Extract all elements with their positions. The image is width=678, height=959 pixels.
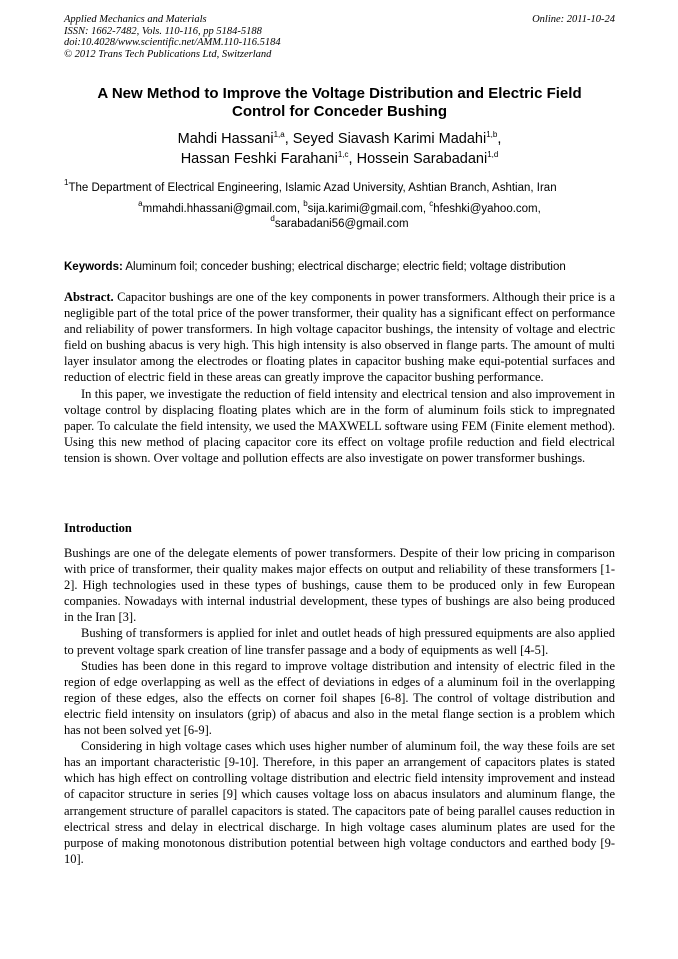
affiliation-text: The Department of Electrical Engineering, Islamic Azad University, Ashtian Branch, Ashtian, Iran bbox=[68, 182, 557, 194]
abstract bbox=[64, 289, 615, 466]
keywords bbox=[64, 260, 624, 274]
body-paragraph: Bushing of transformers is applied for inlet and outlet heads of high pressured equipments are also applied to prevent voltage spark creation of line transfer passage and a body of equipments as well [4-5]. bbox=[64, 626, 615, 657]
introduction-section bbox=[64, 545, 615, 867]
doi: doi:10.4028/www.scientific.net/AMM.110-116.5184 bbox=[64, 37, 281, 48]
author-superscript: 1,a bbox=[273, 130, 285, 139]
keywords-text: Aluminum foil; conceder bushing; electrical discharge; electric field; voltage distribution bbox=[125, 261, 566, 273]
author-name: Mahdi Hassani bbox=[177, 131, 274, 147]
email-superscript: d bbox=[270, 214, 275, 223]
email-address[interactable]: sija.karimi@gmail.com, bbox=[307, 203, 427, 215]
email-address[interactable]: mmahdi.hhassani@gmail.com, bbox=[142, 203, 301, 215]
affiliation bbox=[64, 178, 624, 195]
authors-line-2: Hassan Feshki Farahani$^{1,c}$, Hossein Sarabadani$^{1,d}$ bbox=[180, 150, 499, 167]
abstract-paragraph bbox=[64, 289, 615, 386]
abstract-text: Capacitor bushings are one of the key components in power transformers. Although their price is a negligible part of the total price of the power transformer, their quality has a significant effect on performance and reliability of power transformers. In high voltage capacitor bushings, the intensity of voltage and electric field on bushing abacus is very high. This high intensity is also observed in flange parts. The amount of multi layer insulator among the electrodes or floating plates in capacitor bushing make equi-potential surfaces and reduction of electric field in these areas can greatly improve the capacitor bushing performance. bbox=[64, 290, 616, 385]
affiliation-superscript: 1 bbox=[64, 178, 69, 187]
author-name: Seyed Siavash Karimi Madahi bbox=[292, 131, 487, 147]
author-name: Hossein Sarabadani bbox=[356, 151, 488, 167]
body-paragraph: Studies has been done in this regard to improve voltage distribution and intensity of electric filed in the region of edge overlapping as well as the effect of deviations in edges of a aluminum foil in the overlapping region of these edges, also the effects on corner foil shapes [6-8]. The control of voltage distribution and electric field intensity on insulators (grip) of abacus and also in the metal flange section is a problem which has not been solved yet [6-9]. bbox=[64, 658, 615, 738]
emails-line-2 bbox=[64, 214, 615, 232]
section-heading: Introduction bbox=[64, 521, 132, 535]
title-line-1: A New Method to Improve the Voltage Distribution and Electric Field bbox=[97, 85, 582, 102]
copyright: © 2012 Trans Tech Publications Ltd, Switzerland bbox=[64, 48, 272, 60]
title-line-2: Control for Conceder Bushing bbox=[232, 103, 447, 120]
paper-title bbox=[64, 85, 615, 121]
abstract-label: Abstract. bbox=[64, 290, 114, 304]
author-superscript: 1,d bbox=[487, 150, 499, 159]
journal-name: Applied Mechanics and Materials bbox=[64, 14, 207, 25]
author-superscript: 1,b bbox=[486, 130, 498, 139]
issn: ISSN: 1662-7482, Vols. 110-116, pp 5184-5188 bbox=[64, 25, 262, 37]
email-address[interactable]: sarabadani56@gmail.com bbox=[274, 218, 409, 230]
keywords-label: Keywords: bbox=[64, 261, 123, 273]
email-superscript: c bbox=[429, 199, 434, 208]
author-name: Hassan Feshki Farahani bbox=[180, 151, 338, 167]
authors-line-1: Mahdi Hassani$^{1,a}$, Seyed Siavash Karimi Madahi$^{1,b}$, bbox=[177, 130, 502, 147]
email-superscript: b bbox=[303, 199, 308, 208]
email-superscript: a bbox=[138, 199, 143, 208]
email-list bbox=[64, 199, 615, 232]
email-address[interactable]: hfeshki@yahoo.com, bbox=[433, 203, 541, 215]
page-header bbox=[64, 14, 615, 60]
author-superscript: 1,c bbox=[337, 150, 349, 159]
online-date: Online: 2011-10-24 bbox=[532, 14, 615, 25]
emails-line-1 bbox=[64, 199, 615, 217]
body-paragraph: Considering in high voltage cases which uses higher number of aluminum foil, the way these foils are set has an important characteristic [9-10]. Therefore, in this paper an arrangement of capacitors plates is stated which has high effect on controlling voltage distribution and electric field intensity improvement and instead of capacitor structure in series [9] which causes voltage loss on abacus insulators and aluminum flange, the arrangement structure of parallel capacitors is stated. The capacitors pate of being parallel causes reduction in electrical stress and delay in electrical discharge. In high voltage cases aluminum plates are used for the purpose of making monotonous distribution potential between high voltage conductors and earthed body [9-10]. bbox=[64, 739, 615, 866]
body-paragraph: Bushings are one of the delegate elements of power transformers. Despite of their low pricing in comparison with price of transformer, their quality makes major effects on output and reliability of these transformers [1-2]. High technologies used in these types of bushings, cause them to be produced only in few European companies. Nowadays with internal industrial development, these types of bushings are also being produced in the Iran [3]. bbox=[64, 546, 615, 625]
author-list bbox=[64, 129, 615, 169]
abstract-paragraph: In this paper, we investigate the reduction of field intensity and electrical tension and also improvement in voltage control by displacing floating plates which are in the form of aluminum foils stick to impregnated paper. To calculate the field intensity, we used the MAXWELL software using FEM (Finite element method). Using this new method of placing capacitor core its effect on voltage profile reduction and field electrical tension is shown. Over voltage and pollution effects are also investigate on power transformer bushings. bbox=[64, 386, 615, 465]
